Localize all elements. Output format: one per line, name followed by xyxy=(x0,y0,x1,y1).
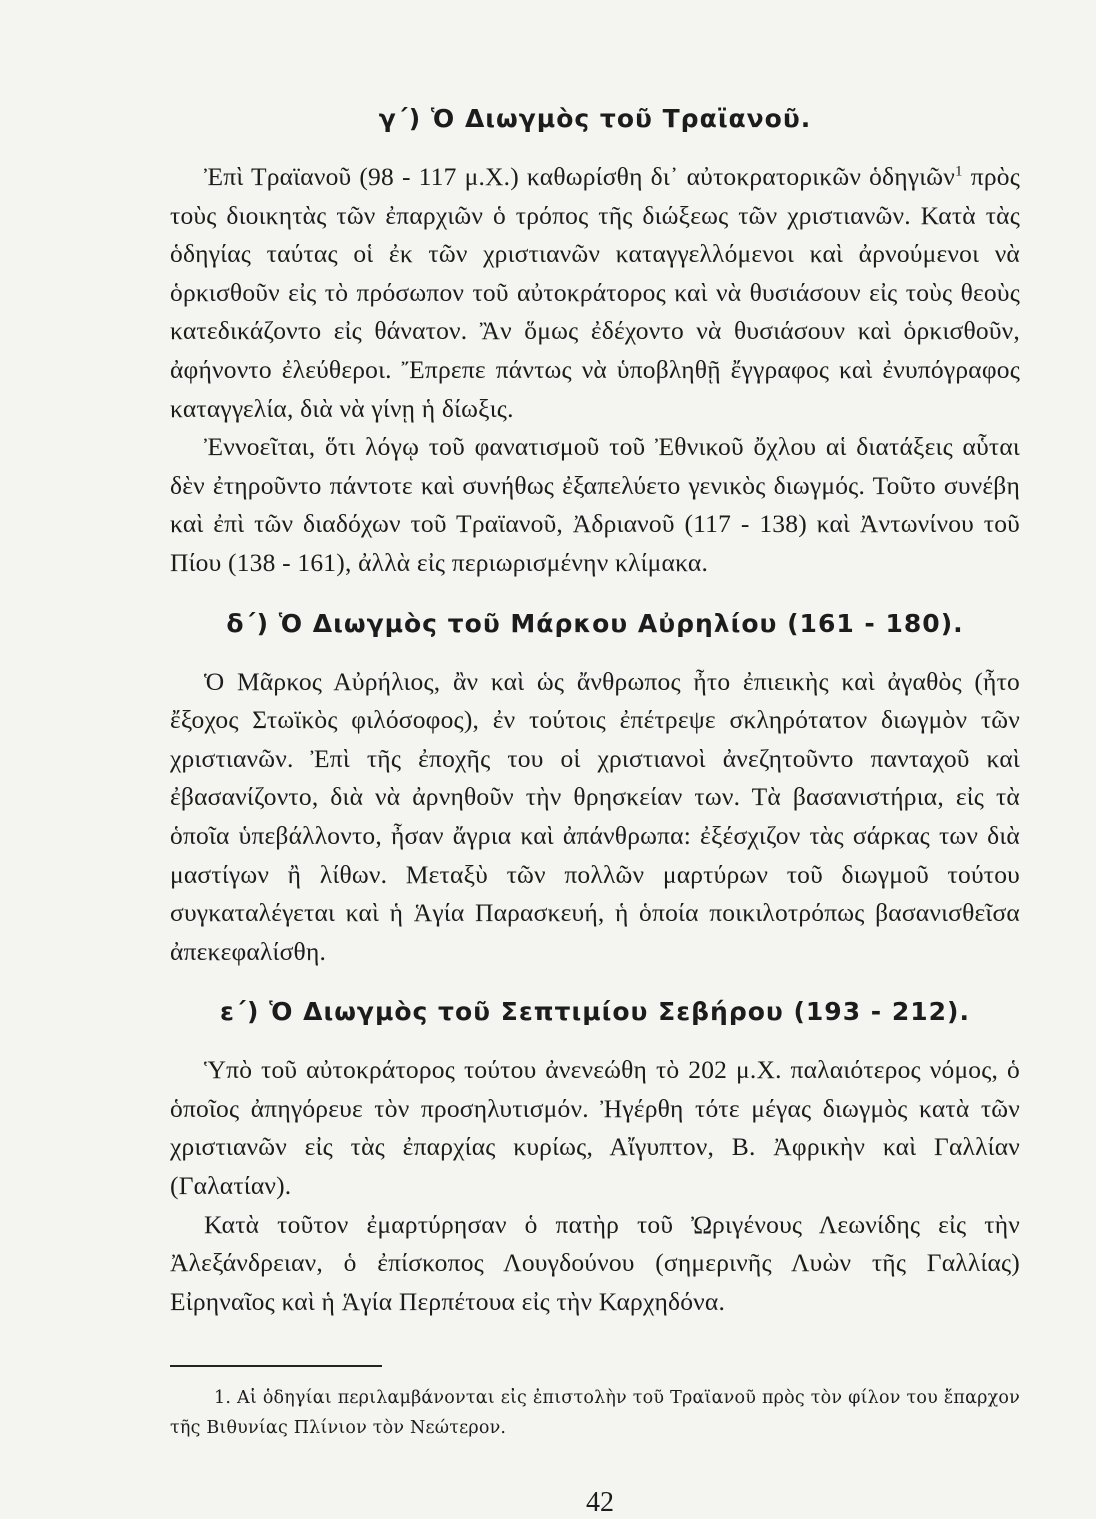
page-number: 42 xyxy=(586,1487,614,1519)
paragraph-trajan-1 xyxy=(170,158,1020,428)
section-heading-aurelius: δ΄) Ὁ Διωγμὸς τοῦ Μάρκου Αὐρηλίου (161 - 180). xyxy=(226,608,964,638)
section-heading-trajan: γ΄) Ὁ Διωγμὸς τοῦ Τραϊανοῦ. xyxy=(378,104,812,133)
paragraph-aurelius-1: Ὁ Μᾶρκος Αὐρήλιος, ἂν καὶ ὡς ἄνθρωπος ἦτο ἐπιεικὴς καὶ ἀγαθὸς (ἦτο ἔξοχος Στωϊκὸς φιλόσοφος), ἐν τούτοις ἐπέτρεψε σκληρότατον διωγμὸν τῶν χριστιανῶν. Ἐπὶ τῆς ἐποχῆς του οἱ χριστιανοὶ ἀνεζητοῦντο πανταχοῦ καὶ ἐβασανίζοντο, διὰ νὰ ἀρνηθοῦν τὴν θρησκείαν των. Τὰ βασανιστήρια, εἰς τὰ ὁποῖα ὑπεβάλλοντο, ἦσαν ἄγρια καὶ ἀπάνθρωπα: ἐξέσχιζον τὰς σάρκας των διὰ μαστίγων ἢ λίθων. Μεταξὺ τῶν πολλῶν μαρτύρων τοῦ διωγμοῦ τούτου συγκαταλέγεται καὶ ἡ Ἁγία Παρασκευή, ἡ ὁποία ποικιλοτρόπως βασανισθεῖσα ἀπεκεφαλίσθη. xyxy=(170,666,1020,966)
paragraph-severus-1: Ὑπὸ τοῦ αὐτοκράτορος τούτου ἀνενεώθη τὸ 202 μ.Χ. παλαιότερος νόμος, ὁ ὁποῖος ἀπηγόρευε τὸν προσηλυτισμόν. Ἠγέρθη τότε μέγας διωγμὸς κατὰ τῶν χριστιανῶν εἰς τὰς ἐπαρχίας κυρίως, Αἴγυπτον, Β. Ἀφρικὴν καὶ Γαλλίαν (Γαλατίαν). xyxy=(170,1055,1020,1201)
footnote-divider xyxy=(170,1365,382,1367)
paragraph-trajan-1b: πρὸς τοὺς διοικητὰς τῶν ἐπαρχιῶν ὁ τρόπος τῆς διώξεως τῶν χριστιανῶν. Κατὰ τὰς ὁδηγίας ταύτας οἱ ἐκ τῶν χριστιανῶν καταγγελλόμενοι καὶ ἀρνούμενοι νὰ ὁρκισθοῦν εἰς τὸ πρόσωπον τοῦ αὐτοκράτορος καὶ νὰ θυσιάσουν εἰς τοὺς θεοὺς κατεδικάζοντο εἰς θάνατον. Ἂν ὅμως ἐδέχοντο νὰ θυσιάσουν καὶ ὁρκισθοῦν, ἀφήνοντο ἐλεύθεροι. Ἔπρεπε πάντως νὰ ὑποβληθῇ ἔγγραφος καὶ ἐνυπόγραφος καταγγελία, διὰ νὰ γίνῃ ἡ δίωξις. xyxy=(170,162,1020,423)
paragraph-severus-2: Κατὰ τοῦτον ἐμαρτύρησαν ὁ πατὴρ τοῦ Ὠριγένους Λεωνίδης εἰς τὴν Ἀλεξάνδρειαν, ὁ ἐπίσκοπος Λουγδούνου (σημερινῆς Λυὼν τῆς Γαλλίας) Εἰρηναῖος καὶ ἡ Ἁγία Περπέτουα εἰς τὴν Καρχηδόνα. xyxy=(170,1209,1020,1316)
section-heading-severus: ε΄) Ὁ Διωγμὸς τοῦ Σεπτιμίου Σεβήρου (193 - 212). xyxy=(220,997,970,1027)
footnote: 1. Αἱ ὁδηγίαι περιλαμβάνονται εἰς ἐπιστολὴν τοῦ Τραϊανοῦ πρὸς τὸν φίλον του ἔπαρχον τῆς Βιθυνίας Πλίνιον τὸν Νεώτερον. xyxy=(170,1388,1020,1439)
paragraph-trajan-1a: Ἐπὶ Τραϊανοῦ (98 - 117 μ.Χ.) καθωρίσθη δι᾽ αὐτοκρατορικῶν ὁδηγιῶν xyxy=(204,162,956,191)
paragraph-trajan-2: Ἐννοεῖται, ὅτι λόγῳ τοῦ φανατισμοῦ τοῦ Ἐθνικοῦ ὄχλου αἱ διατάξεις αὗται δὲν ἐτηροῦντο πάντοτε καὶ συνήθως ἐξαπελύετο γενικὸς διωγμός. Τοῦτο συνέβη καὶ ἐπὶ τῶν διαδόχων τοῦ Τραϊανοῦ, Ἀδριανοῦ (117 - 138) καὶ Ἀντωνίνου τοῦ Πίου (138 - 161), ἀλλὰ εἰς περιωρισμένην κλίμακα. xyxy=(170,432,1020,577)
page xyxy=(170,100,1020,1519)
footnote-ref: 1 xyxy=(955,163,963,180)
